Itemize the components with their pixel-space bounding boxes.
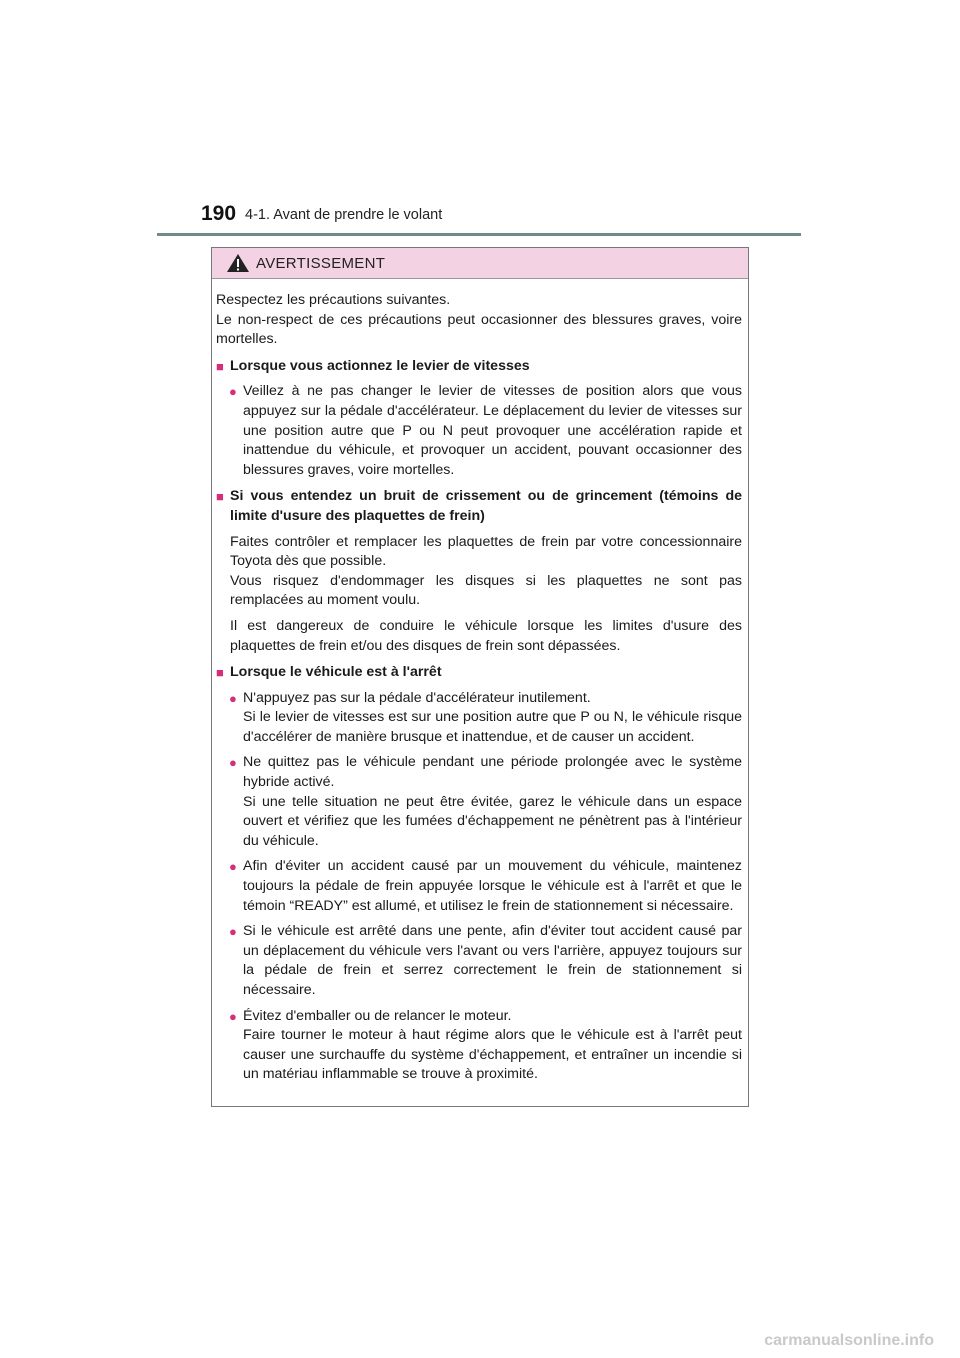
round-bullet-icon: ● — [229, 1008, 237, 1024]
warning-box — [211, 247, 749, 1107]
square-bullet-icon: ■ — [216, 665, 224, 681]
bullet-line: Faire tourner le moteur à haut régime alors que le véhicule est à l'arrêt peut causer une surchauffe du système d'échappement, et entraîner un incendie si un matériau inflammable se trouve à proximité. — [243, 1027, 742, 1083]
round-bullet-icon: ● — [229, 384, 237, 400]
intro-line: Le non-respect de ces précautions peut occasionner des blessures graves, voire mortelles. — [216, 311, 742, 348]
bullet-line: N'appuyez pas sur la pédale d'accélérateur inutilement. — [243, 689, 591, 706]
warning-header — [212, 248, 748, 279]
warning-section — [216, 487, 742, 656]
bullet-line: Évitez d'emballer ou de relancer le moteur. — [243, 1007, 512, 1024]
section-title-text: Lorsque vous actionnez le levier de vitesses — [230, 357, 530, 374]
bullet-item — [216, 382, 742, 480]
round-bullet-icon: ● — [229, 859, 237, 875]
page-number: 190 — [201, 202, 237, 225]
bullet-line: Si le levier de vitesses est sur une position autre que P ou N, le véhicule risque d'accélérer de manière brusque et inattendue, et de causer un accident. — [243, 709, 742, 745]
round-bullet-icon: ● — [229, 690, 237, 706]
warning-intro — [216, 291, 742, 350]
paragraph-line: Vous risquez d'endommager les disques si les plaquettes ne sont pas remplacées au moment voulu. — [230, 572, 742, 609]
bullet-text — [243, 857, 742, 916]
section-title — [216, 487, 742, 526]
warning-triangle-icon — [226, 253, 250, 273]
section-paragraph — [216, 617, 742, 656]
bullet-text — [243, 1007, 742, 1085]
bullet-item — [216, 689, 742, 748]
round-bullet-icon: ● — [229, 755, 237, 771]
bullet-text — [243, 689, 742, 748]
section-title — [216, 663, 742, 683]
section-title — [216, 357, 742, 377]
warning-section — [216, 357, 742, 481]
square-bullet-icon: ■ — [216, 358, 224, 374]
bullet-text — [243, 753, 742, 851]
page-header — [0, 0, 960, 240]
warning-body — [212, 279, 748, 1085]
bullet-item — [216, 922, 742, 1000]
round-bullet-icon: ● — [229, 924, 237, 940]
warning-title: AVERTISSEMENT — [256, 254, 386, 272]
warning-sections — [216, 357, 742, 1085]
section-title-text: Lorsque le véhicule est à l'arrêt — [230, 664, 442, 681]
bullet-text — [243, 382, 742, 480]
bullet-line: Si une telle situation ne peut être évitée, garez le véhicule dans un espace ouvert et vérifiez que les fumées d'échappement ne pénètrent pas à l'intérieur du véhicule. — [243, 793, 742, 849]
bullet-line: Afin d'éviter un accident causé par un mouvement du véhicule, maintenez toujours la pédale de frein appuyée lorsque le véhicule est à l'arrêt et que le témoin “READY” est allumé, et utilisez le frein de stationnement si nécessaire. — [243, 858, 742, 914]
intro-line: Respectez les précautions suivantes. — [216, 292, 451, 308]
bullet-line: Ne quittez pas le véhicule pendant une période prolongée avec le système hybride activé. — [243, 754, 742, 791]
section-title-text: Si vous entendez un bruit de crissement ou de grincement (témoins de limite d'usure des plaquettes de frein) — [230, 488, 742, 524]
paragraph-line: Il est dangereux de conduire le véhicule lorsque les limites d'usure des plaquettes de frein et/ou des disques de frein sont dépassées. — [230, 617, 742, 654]
chapter-title: 4-1. Avant de prendre le volant — [245, 207, 443, 223]
bullet-item — [216, 857, 742, 916]
warning-section — [216, 663, 742, 1085]
paragraph-line: Faites contrôler et remplacer les plaquettes de frein par votre concessionnaire Toyota dès que possible. — [230, 533, 742, 570]
bullet-text — [243, 922, 742, 1000]
header-rule — [157, 233, 801, 236]
bullet-item — [216, 1007, 742, 1085]
bullet-item — [216, 753, 742, 851]
square-bullet-icon: ■ — [216, 489, 224, 505]
section-paragraph — [216, 533, 742, 611]
watermark-logo: carmanualsonline.info — [764, 1332, 934, 1349]
bullet-line: Si le véhicule est arrêté dans une pente, afin d'éviter tout accident causé par un déplacement du véhicule vers l'avant ou vers l'arrière, appuyez toujours sur la pédale de frein et serrez correctement le frein de stationnement si nécessaire. — [243, 923, 742, 998]
bullet-line: Veillez à ne pas changer le levier de vitesses de position alors que vous appuyez sur la pédale d'accélérateur. Le déplacement du levier de vitesses sur une position autre que P ou N peut provoquer une accélération rapide et inattendue du véhicule, et provoquer un accident, pouvant occasionner des blessures graves, voire mortelles. — [243, 383, 742, 478]
